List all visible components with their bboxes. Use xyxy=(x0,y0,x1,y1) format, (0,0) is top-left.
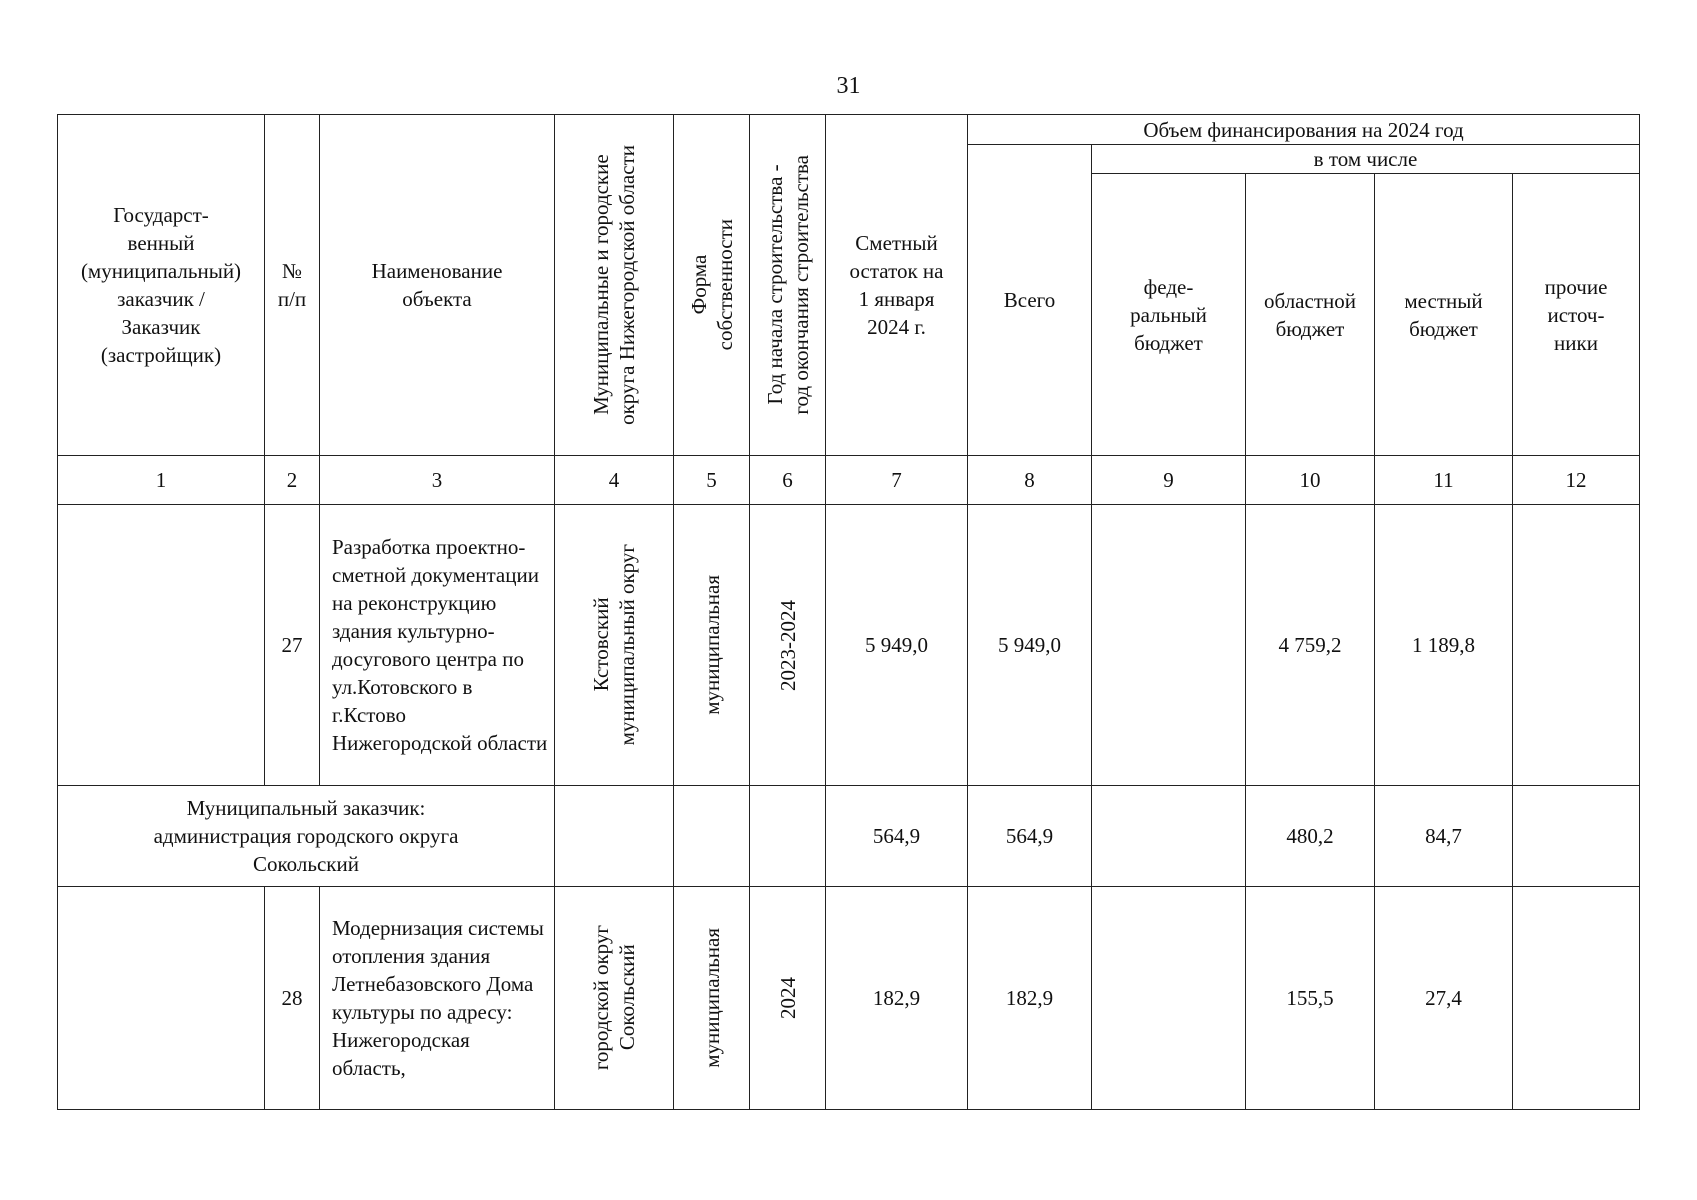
column-number: 11 xyxy=(1375,456,1513,505)
header-estimated-balance: Сметный остаток на 1 января 2024 г. xyxy=(826,115,968,456)
other-cell xyxy=(1513,505,1640,786)
federal-cell xyxy=(1092,887,1246,1110)
estimated-balance-cell: 5 949,0 xyxy=(826,505,968,786)
total-cell: 182,9 xyxy=(968,887,1092,1110)
header-total: Всего xyxy=(968,145,1092,456)
estimated-balance-cell: 564,9 xyxy=(826,786,968,887)
estimated-balance-cell: 182,9 xyxy=(826,887,968,1110)
header-federal: феде- ральный бюджет xyxy=(1092,174,1246,456)
other-cell xyxy=(1513,786,1640,887)
local-cell: 1 189,8 xyxy=(1375,505,1513,786)
table-row-customer-group xyxy=(58,786,1640,887)
regional-cell: 4 759,2 xyxy=(1246,505,1375,786)
district-cell: Кстовский муниципальный округ xyxy=(555,505,674,786)
ownership-cell xyxy=(674,786,750,887)
years-cell: 2023-2024 xyxy=(750,505,826,786)
header-financing-group: Объем финансирования на 2024 год xyxy=(968,115,1640,145)
table-row xyxy=(58,887,1640,1110)
column-number: 2 xyxy=(265,456,320,505)
column-number: 5 xyxy=(674,456,750,505)
column-number: 4 xyxy=(555,456,674,505)
years-cell xyxy=(750,786,826,887)
years-cell: 2024 xyxy=(750,887,826,1110)
column-numbers-row xyxy=(58,456,1640,505)
object-name: Разработка проектно-сметной документации на реконструкцию здания культурно-досугового центра по ул.Котовского в г.Кстово Нижегородской области xyxy=(320,505,555,786)
customer-group-cell: Муниципальный заказчик: администрация городского округа Сокольский xyxy=(58,786,555,887)
table-row xyxy=(58,505,1640,786)
total-cell: 5 949,0 xyxy=(968,505,1092,786)
column-number: 7 xyxy=(826,456,968,505)
customer-cell xyxy=(58,505,265,786)
header-regional: областной бюджет xyxy=(1246,174,1375,456)
district-cell xyxy=(555,786,674,887)
regional-cell: 155,5 xyxy=(1246,887,1375,1110)
row-number: 28 xyxy=(265,887,320,1110)
local-cell: 84,7 xyxy=(1375,786,1513,887)
column-number: 12 xyxy=(1513,456,1640,505)
object-name: Модернизация системы отопления здания Летнебазовского Дома культуры по адресу: Нижегородская область, xyxy=(320,887,555,1110)
header-ownership: Форма собственности xyxy=(674,115,750,456)
district-cell: городской округ Сокольский xyxy=(555,887,674,1110)
header-number: № п/п xyxy=(265,115,320,456)
row-number: 27 xyxy=(265,505,320,786)
other-cell xyxy=(1513,887,1640,1110)
header-including-group: в том числе xyxy=(1092,145,1640,174)
federal-cell xyxy=(1092,505,1246,786)
column-number: 8 xyxy=(968,456,1092,505)
header-customer: Государст- венный (муниципальный) заказчик / Заказчик (застройщик) xyxy=(58,115,265,456)
page-number: 31 xyxy=(836,73,861,99)
customer-cell xyxy=(58,887,265,1110)
column-number: 9 xyxy=(1092,456,1246,505)
header-other: прочие источ- ники xyxy=(1513,174,1640,456)
financing-table xyxy=(57,114,1640,1110)
federal-cell xyxy=(1092,786,1246,887)
column-number: 6 xyxy=(750,456,826,505)
ownership-cell: муниципальная xyxy=(674,505,750,786)
header-district: Муниципальные и городские округа Нижегородской области xyxy=(555,115,674,456)
regional-cell: 480,2 xyxy=(1246,786,1375,887)
column-number: 1 xyxy=(58,456,265,505)
ownership-cell: муниципальная xyxy=(674,887,750,1110)
header-object-name: Наименование объекта xyxy=(320,115,555,456)
column-number: 10 xyxy=(1246,456,1375,505)
column-number: 3 xyxy=(320,456,555,505)
local-cell: 27,4 xyxy=(1375,887,1513,1110)
total-cell: 564,9 xyxy=(968,786,1092,887)
header-years: Год начала строительства - год окончания строительства xyxy=(750,115,826,456)
header-local: местный бюджет xyxy=(1375,174,1513,456)
